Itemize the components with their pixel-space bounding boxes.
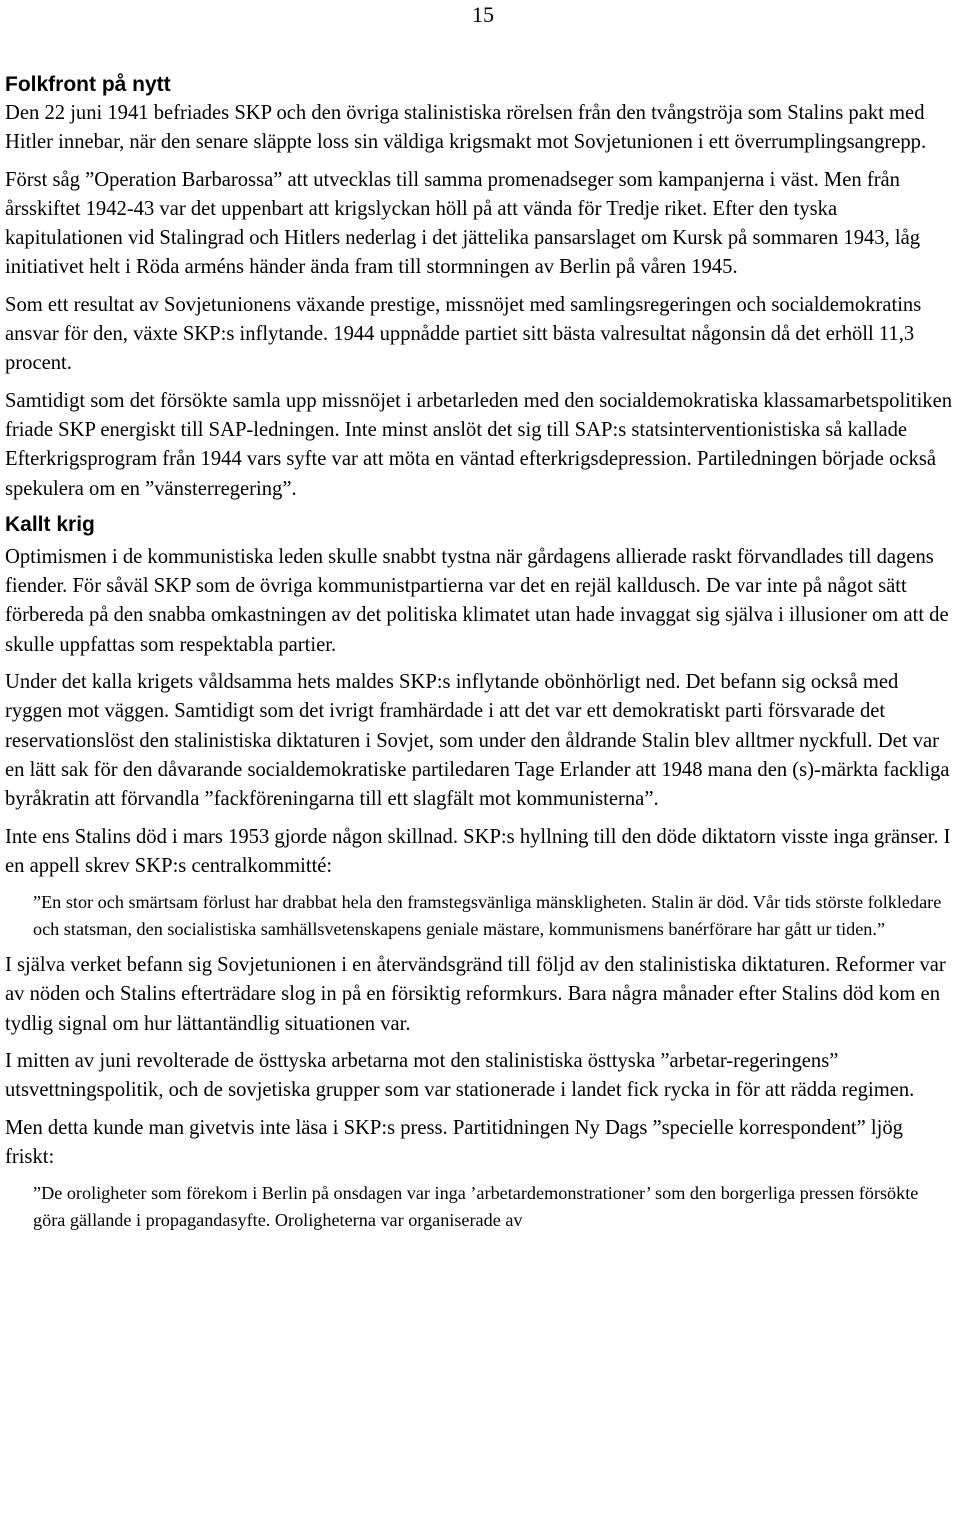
paragraph: Den 22 juni 1941 befriades SKP och den övriga stalinistiska rörelsen från den tvångströja som Stalins pakt med Hitler innebar, när den senare släppte loss sin väldiga krigsmakt mot Sovjetunionen i ett överrumplingsangrepp.	[5, 102, 927, 154]
paragraph: I mitten av juni revolterade de östtyska arbetarna mot den stalinistiska östtyska ”arbetar-regeringens” utsvettningspolitik, och de sovjetiska grupper som var stationerade i landet fick rycka in för att rädda regimen.	[5, 1050, 915, 1102]
paragraph: Under det kalla krigets våldsamma hets maldes SKP:s inflytande obönhörligt ned. Det befann sig också med ryggen mot väggen. Samtidigt som det ivrigt framhärdade i att det var ett demokratiskt parti försvarade det reservationslöst den stalinistiska diktaturen i Sovjet, som under den åldrande Stalin blev alltmer nyckfull. Det var en lätt sak för den dåvarande socialdemokratiske partiledaren Tage Erlander att 1948 mana den (s)-märkta fackliga byråkratin att förvandla ”fackföreningarna till ett slagfält mot kommunisterna”.	[5, 671, 950, 811]
page-number: 15	[472, 2, 494, 27]
section-heading-folkfront: Folkfront på nytt	[5, 73, 171, 96]
document-body	[5, 72, 955, 1242]
paragraph: Som ett resultat av Sovjetunionens växande prestige, missnöjet med samlingsregeringen och socialdemokratins ansvar för den, växte SKP:s inflytande. 1944 uppnådde partiet sitt bästa valresultat någonsin då det erhöll 11,3 procent.	[5, 293, 922, 375]
section-heading-kallt-krig: Kallt krig	[5, 512, 95, 536]
paragraph: I själva verket befann sig Sovjetunionen i en återvändsgränd till följd av den stalinistiska diktaturen. Reformer var av nöden och Stalins efterträdare slog in på en försiktig reformkurs. Bara några månader efter Stalins död kom en tydlig signal om hur lättantändlig situationen var.	[5, 954, 946, 1035]
block-quote: ”En stor och smärtsam förlust har drabbat hela den framstegsvänliga mänskligheten. Stalin är död. Vår tids störste folkledare och statsman, den socialistiska samhällsvetenskapens geniale mästare, kommunismens banérförare har gått ur tiden.”	[33, 892, 942, 939]
paragraph: Först såg ”Operation Barbarossa” att utvecklas till samma promenadseger som kampanjerna i väst. Men från årsskiftet 1942-43 var det uppenbart att krigslyckan höll på att vända för Tredje riket. Efter den tyska kapitulationen vid Stalingrad och Hitlers nederlag i det jättelika pansarslaget om Kursk på sommaren 1943, låg initiativet helt i Röda arméns händer ända fram till stormningen av Berlin på våren 1945.	[5, 168, 921, 279]
paragraph: Men detta kunde man givetvis inte läsa i SKP:s press. Partitidningen Ny Dags ”specielle korrespondent” ljög friskt:	[5, 1116, 903, 1168]
paragraph: Samtidigt som det försökte samla upp missnöjet i arbetarleden med den socialdemokratiska klassamarbetspolitiken friade SKP energiskt till SAP-ledningen. Inte minst anslöt det sig till SAP:s statsinterventionistiska så kallade Efterkrigsprogram från 1944 vars syfte var att möta en väntad efterkrigsdepression. Partiledningen började också spekulera om en ”vänsterregering”.	[5, 389, 953, 500]
block-quote: ”De oroligheter som förekom i Berlin på onsdagen var inga ’arbetardemonstrationer’ som den borgerliga pressen försökte göra gällande i propagandasyfte. Oroligheterna var organiserade av	[33, 1183, 919, 1230]
paragraph: Optimismen i de kommunistiska leden skulle snabbt tystna när gårdagens allierade raskt förvandlades till dagens fiender. För såväl SKP som de övriga kommunistpartierna var det en rejäl kalldusch. De var inte på något sätt förbereda på den snabba omkastningen av det politiska klimatet utan hade invaggat sig själva i illusioner om att de skulle uppfattas som respektabla partier.	[5, 545, 949, 656]
paragraph: Inte ens Stalins död i mars 1953 gjorde någon skillnad. SKP:s hyllning till den döde diktatorn visste inga gränser. I en appell skrev SKP:s centralkommitté:	[5, 825, 951, 877]
